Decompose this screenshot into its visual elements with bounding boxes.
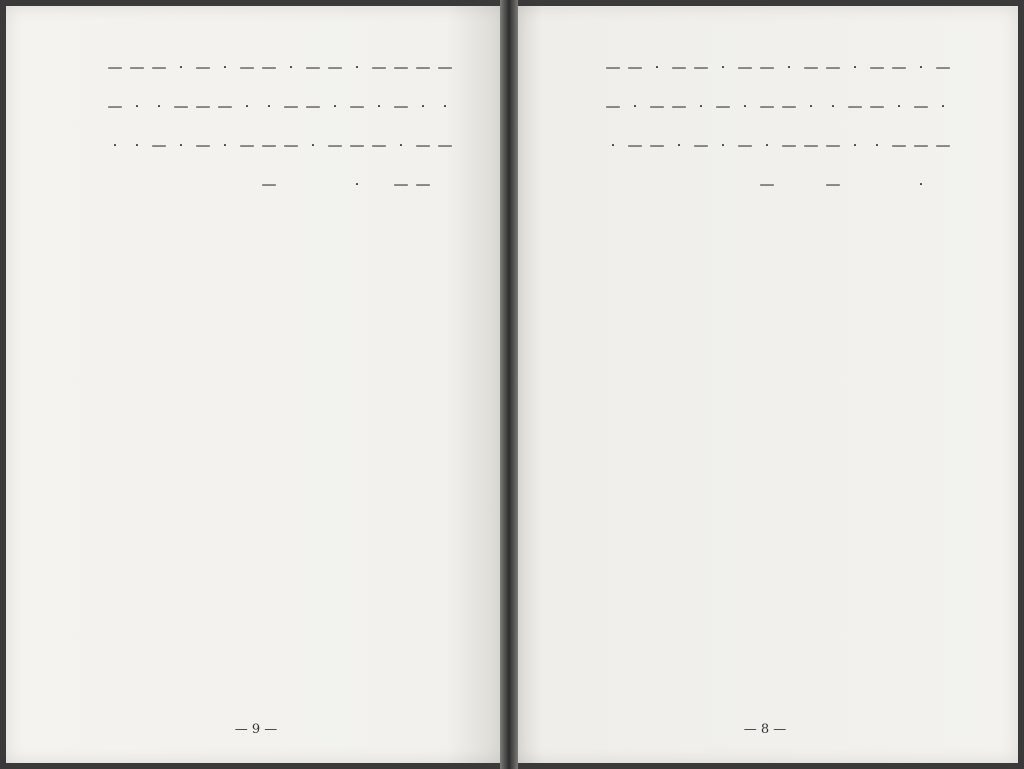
text-column: · — — bbox=[282, 58, 300, 156]
page-8-text bbox=[576, 58, 954, 708]
page-9 bbox=[6, 6, 506, 763]
text-column: — · — bbox=[934, 58, 952, 156]
text-column: · — · bbox=[846, 58, 864, 156]
text-column: — · — — bbox=[414, 58, 432, 195]
text-column: · — — bbox=[648, 58, 666, 156]
text-column: — · — bbox=[326, 58, 344, 156]
text-column: · — — · bbox=[912, 58, 930, 195]
text-column: — · — bbox=[238, 58, 256, 156]
book-gutter bbox=[500, 0, 518, 769]
text-column: — · — — bbox=[260, 58, 278, 195]
text-column: — — · bbox=[106, 58, 124, 156]
text-column: — · — — bbox=[824, 58, 842, 195]
page-9-text bbox=[76, 58, 456, 708]
page-number: — 9 — bbox=[234, 722, 278, 737]
text-column: — · — bbox=[890, 58, 908, 156]
text-column: · — · bbox=[172, 58, 190, 156]
text-column: · — · bbox=[216, 58, 234, 156]
text-column: — — · bbox=[304, 58, 322, 156]
text-column: — — · bbox=[670, 58, 688, 156]
text-column: — · — bbox=[802, 58, 820, 156]
text-column: — — — bbox=[194, 58, 212, 156]
text-column: — · — bbox=[736, 58, 754, 156]
text-column: · — · bbox=[714, 58, 732, 156]
text-column: — · — bbox=[626, 58, 644, 156]
text-column: — — · — bbox=[758, 58, 776, 195]
page-8 bbox=[512, 6, 1018, 763]
text-column: — — · — bbox=[392, 58, 410, 195]
text-column: — — · bbox=[868, 58, 886, 156]
page-number: — 8 — bbox=[743, 722, 787, 737]
text-column: — · · bbox=[128, 58, 146, 156]
text-column: — — · bbox=[604, 58, 622, 156]
text-column: — · — bbox=[692, 58, 710, 156]
text-column: — · — bbox=[150, 58, 168, 156]
text-column: — · — bbox=[436, 58, 454, 156]
text-column: · — — · bbox=[348, 58, 366, 195]
text-column: · — — bbox=[780, 58, 798, 156]
text-column: — · — bbox=[370, 58, 388, 156]
